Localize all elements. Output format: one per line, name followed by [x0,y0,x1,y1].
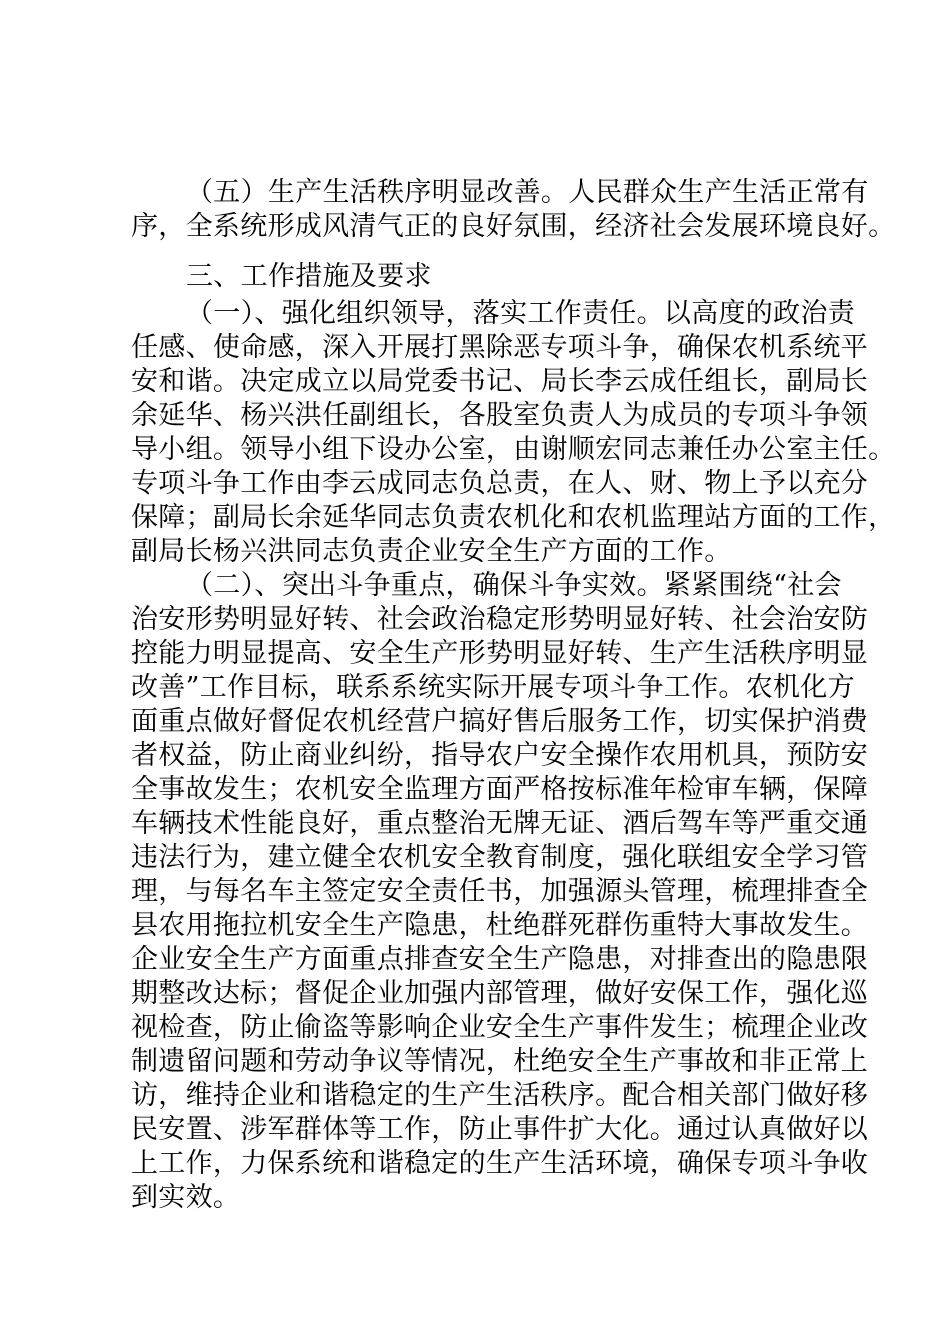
text-line: 企业安全生产方面重点排查安全生产隐患，对排查出的隐患限 [131,944,869,975]
text-line: 上工作，力保系统和谐稳定的生产生活环境，确保专项斗争收 [131,1148,869,1179]
text-line: 余延华、杨兴洪任副组长，各股室负责人为成员的专项斗争领 [131,400,869,431]
text-line: 视检查，防止偷盗等影响企业安全生产事件发生；梳理企业改 [131,1012,869,1043]
text-line: 控能力明显提高、安全生产形势明显好转、生产生活秩序明显 [131,638,869,669]
text-line: （二）、突出斗争重点，确保斗争实效。紧紧围绕“社会 [186,570,842,601]
text-line: 访，维持企业和谐稳定的生产生活秩序。配合相关部门做好移 [131,1080,869,1111]
text-line: 违法行为，建立健全农机安全教育制度，强化联组安全学习管 [131,842,869,873]
text-line: （五）生产生活秩序明显改善。人民群众生产生活正常有 [186,177,869,208]
text-line: 保障；副局长余延华同志负责农机化和农机监理站方面的工作， [131,502,896,533]
text-line: 任感、使命感，深入开展打黑除恶专项斗争，确保农机系统平 [131,332,869,363]
text-line: 安和谐。决定成立以局党委书记、局长李云成任组长，副局长 [131,366,869,397]
text-line: 制遗留问题和劳动争议等情况，杜绝安全生产事故和非正常上 [131,1046,869,1077]
text-line: 导小组。领导小组下设办公室，由谢顺宏同志兼任办公室主任。 [131,434,896,465]
text-line: 治安形势明显好转、社会政治稳定形势明显好转、社会治安防 [131,604,869,635]
text-line: 民安置、涉军群体等工作，防止事件扩大化。通过认真做好以 [131,1114,869,1145]
text-line: 全事故发生；农机安全监理方面严格按标准年检审车辆，保障 [131,774,869,805]
text-line: 改善”工作目标，联系系统实际开展专项斗争工作。农机化方 [131,672,855,703]
text-line: 副局长杨兴洪同志负责企业安全生产方面的工作。 [131,536,732,567]
text-line: 者权益，防止商业纠纷，指导农户安全操作农用机具，预防安 [131,740,869,771]
text-line: 县农用拖拉机安全生产隐患，杜绝群死群伤重特大事故发生。 [131,910,869,941]
text-line: 到实效。 [131,1182,241,1213]
text-line: 专项斗争工作由李云成同志负总责，在人、财、物上予以充分 [131,468,869,499]
text-line: （一）、强化组织领导，落实工作责任。以高度的政治责 [186,298,855,329]
text-line: 序，全系统形成风清气正的良好氛围，经济社会发展环境良好。 [131,211,896,242]
text-line: 车辆技术性能良好，重点整治无牌无证、酒后驾车等严重交通 [131,808,869,839]
text-line: 面重点做好督促农机经营户搞好售后服务工作，切实保护消费 [131,706,869,737]
text-line: 理，与每名车主签定安全责任书，加强源头管理，梳理排查全 [131,876,869,907]
text-line: 期整改达标；督促企业加强内部管理，做好安保工作，强化巡 [131,978,869,1009]
section-heading: 三、工作措施及要求 [186,261,432,292]
